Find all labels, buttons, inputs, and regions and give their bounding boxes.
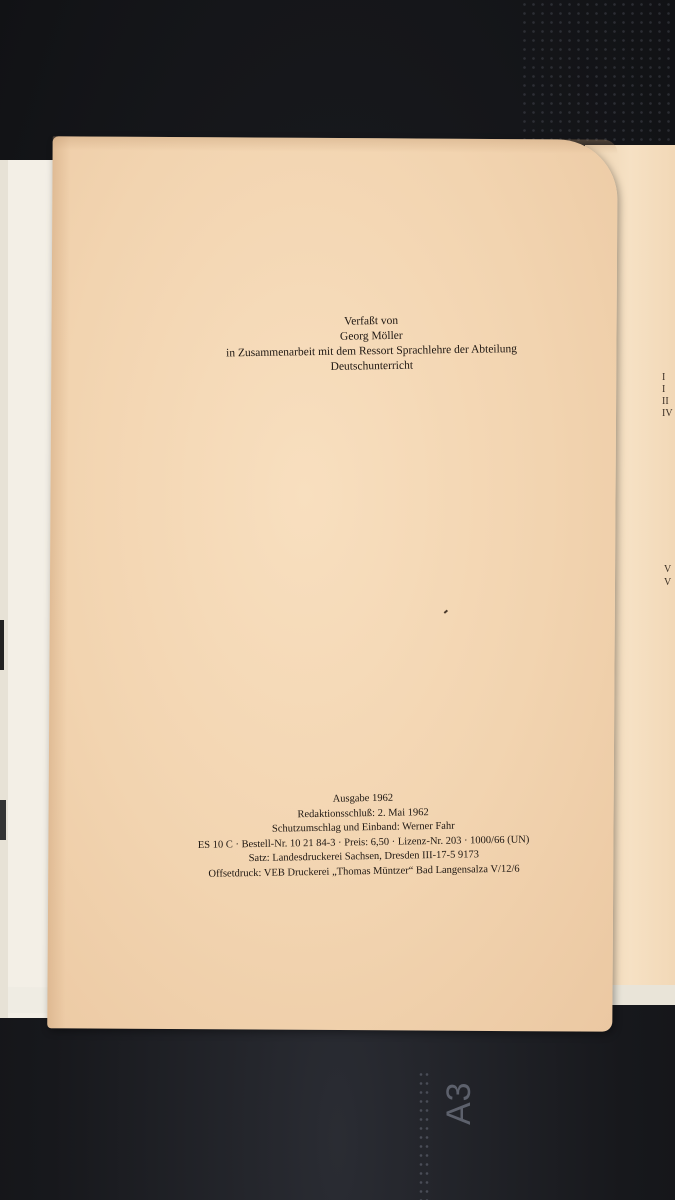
facing-page-mark: V <box>664 577 672 588</box>
imprint-line: Schutzumschlag und Einband: Werner Fahr <box>271 820 455 835</box>
imprint-line: Redaktionsschluß: 2. Mai 1962 <box>297 806 429 820</box>
facing-page-text-bottom <box>664 563 675 589</box>
page-top-shade <box>53 136 618 153</box>
facing-page-mark: I <box>662 372 666 383</box>
author-name: Georg Möller <box>339 329 403 343</box>
author-line: in Zusammenarbeit mit dem Ressort Sprachlehre der Abteilung <box>226 343 518 360</box>
cover-mark <box>0 800 6 840</box>
imprint <box>148 789 579 883</box>
imprint-line: Satz: Landesdruckerei Sachsen, Dresden III-17-5 9173 <box>248 849 480 865</box>
facing-page-mark: II <box>662 396 669 407</box>
author-line: Deutschunterricht <box>330 359 414 373</box>
facing-page-mark: I <box>662 384 666 395</box>
imprint-line: Offsetdruck: VEB Druckerei „Thomas Müntzer“ Bad Langensalza V/12/6 <box>208 863 520 880</box>
imprint-line: Ausgabe 1962 <box>332 792 394 805</box>
paper-speck <box>444 610 448 614</box>
book-cover-edge <box>0 160 8 1018</box>
author-credit <box>151 311 592 378</box>
cutting-mat-label: A3 <box>440 1081 478 1125</box>
cutting-mat-grid <box>520 0 675 150</box>
facing-page-mark: IV <box>662 408 673 419</box>
facing-page-text-top <box>662 372 675 420</box>
cutting-mat-grid-bottom <box>418 1070 430 1200</box>
author-line: Verfaßt von <box>344 314 399 328</box>
imprint-line: ES 10 C · Bestell-Nr. 10 21 84-3 · Preis: 6,50 · Lizenz-Nr. 203 · 1000/66 (UN) <box>197 833 530 851</box>
facing-page-mark: V <box>664 564 672 575</box>
book-page <box>47 136 617 1031</box>
cover-mark <box>0 620 4 670</box>
